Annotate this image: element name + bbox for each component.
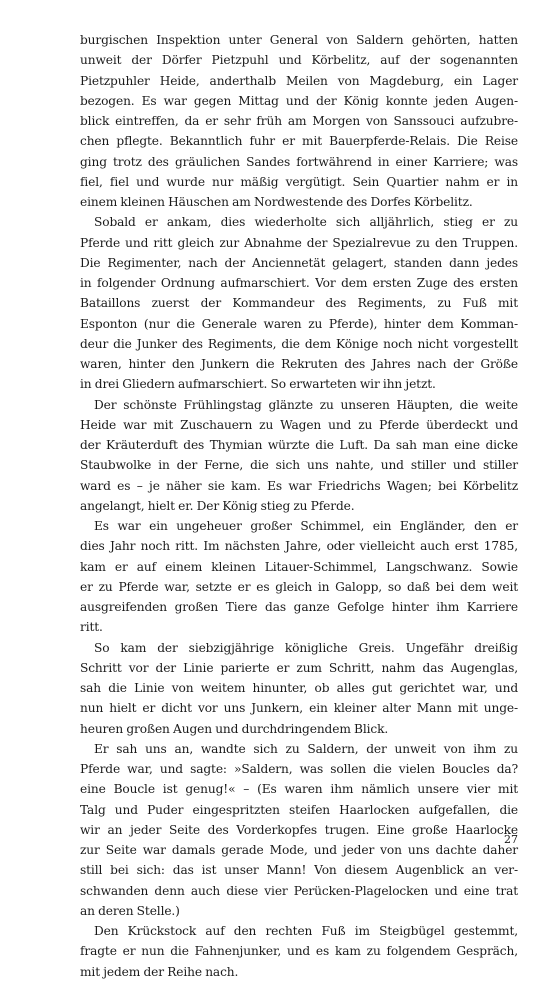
paragraph (80, 638, 518, 739)
text-line: deur die Junker des Regiments, die dem Könige noch nicht vorgestellt (80, 336, 518, 351)
paragraph (80, 212, 518, 394)
paragraph (80, 516, 518, 638)
text-line: waren, hinter den Junkern die Rekruten des Jahres nach der Größe (80, 357, 518, 371)
page-number: 27 (504, 833, 518, 846)
text-line: Pietzpuhler Heide, anderthalb Meilen von Magdeburg, ein Lager (80, 73, 518, 88)
text-line: chen pflegte. Bekanntlich fuhr er mit Bauerpferde-Relais. Die Reise (80, 134, 518, 149)
text-line: ward es – je näher sie kam. Es war Friedrichs Wagen; bei Körbelitz (80, 478, 518, 493)
paragraph (80, 395, 518, 517)
text-line: Talg und Puder eingespritzten steifen Haarlocken aufgefallen, die (80, 802, 518, 817)
text-line: still bei sich: das ist unser Mann! Von diesem Augenblick an ver- (80, 863, 518, 878)
paragraph (80, 739, 518, 921)
text-line: ausgreifenden großen Tiere das ganze Gefolge hinter ihm Karriere (80, 600, 518, 614)
text-line: wir an jeder Seite des Vorderkopfes trugen. Eine große Haarlocke (80, 822, 518, 837)
paragraph (80, 30, 518, 212)
text-line: er zu Pferde war, setzte er es gleich in Galopp, so daß bei dem weit (80, 579, 518, 594)
text-line: bezogen. Es war gegen Mittag und der König konnte jeden Augen- (80, 93, 518, 108)
text-line: Er sah uns an, wandte sich zu Saldern, der unweit von ihm zu (94, 741, 518, 756)
text-line: dies Jahr noch ritt. Im nächsten Jahre, oder vielleicht auch erst 1785, (80, 539, 518, 554)
text-line: schwanden denn auch diese vier Perücken-Plagelocken und eine trat (80, 883, 518, 898)
text-line: Die Regimenter, nach der Anciennetät gelagert, standen dann jedes (80, 255, 518, 270)
text-line: an deren Stelle.) (80, 903, 180, 918)
text-line: ritt. (80, 620, 103, 635)
text-line: angelangt, hielt er. Der König stieg zu Pferde. (80, 498, 355, 513)
text-line: der Kräuterduft des Thymian würzte die Luft. Da sah man eine dicke (80, 438, 518, 452)
text-line: burgischen Inspektion unter General von Saldern gehörten, hatten (80, 33, 518, 47)
text-line: Der schönste Frühlingstag glänzte zu unseren Häupten, die weite (94, 397, 518, 412)
text-body (80, 30, 518, 982)
text-line: in folgender Ordnung aufmarschiert. Vor dem ersten Zuge des ersten (80, 276, 518, 290)
text-line: Pferde war, und sagte: »Saldern, was sollen die vielen Boucles da? (80, 762, 518, 776)
text-line: fragte er nun die Fahnenjunker, und es kam zu folgendem Gespräch, (80, 944, 518, 959)
text-line: einem kleinen Häuschen am Nordwestende des Dorfes Körbelitz. (80, 195, 473, 209)
text-line: Heide war mit Zuschauern zu Wagen und zu Pferde überdeckt und (80, 417, 518, 432)
text-line: Schritt vor der Linie parierte er zum Schritt, nahm das Augenglas, (80, 660, 518, 675)
text-line: eine Boucle ist genug!« – (Es waren ihm nämlich unsere vier mit (80, 782, 518, 797)
text-line: blick eintreffen, da er sehr früh am Morgen von Sanssouci aufzubre- (80, 114, 518, 128)
text-line: fiel, fiel und wurde nur mäßig vergütigt. Sein Quartier nahm er in (80, 174, 518, 189)
text-line: Sobald er ankam, dies wiederholte sich alljährlich, stieg er zu (94, 215, 518, 230)
text-line: Staubwolke in der Ferne, die sich uns nahte, und stiller und stiller (80, 458, 518, 473)
text-line: in drei Gliedern aufmarschiert. So erwarteten wir ihn jetzt. (80, 377, 436, 392)
text-line: mit jedem der Reihe nach. (80, 964, 239, 979)
text-line: ging trotz des gräulichen Sandes fortwährend in einer Karriere; was (80, 154, 518, 169)
text-line: nun hielt er dicht vor uns Junkern, ein kleiner alter Mann mit unge- (80, 701, 518, 716)
text-line: zur Seite war damals gerade Mode, und jeder von uns dachte daher (80, 843, 518, 857)
text-line: unweit der Dörfer Pietzpuhl und Körbelitz, auf der sogenannten (80, 53, 518, 68)
text-line: kam er auf einem kleinen Litauer-Schimmel, Langschwanz. Sowie (80, 559, 518, 574)
text-line: Pferde und ritt gleich zur Abnahme der Spezialrevue zu den Truppen. (80, 235, 518, 250)
text-line: Den Krückstock auf den rechten Fuß im Steigbügel gestemmt, (94, 924, 518, 938)
text-line: sah die Linie von weitem hinunter, ob alles gut gerichtet war, und (80, 681, 518, 695)
text-line: Esponton (nur die Generale waren zu Pferde), hinter dem Komman- (80, 316, 518, 331)
text-line: So kam der siebzigjährige königliche Greis. Ungefähr dreißig (94, 640, 518, 655)
paragraph (80, 921, 518, 982)
text-line: Es war ein ungeheuer großer Schimmel, ein Engländer, den er (94, 519, 518, 533)
text-line: heuren großen Augen und durchdringendem Blick. (80, 721, 389, 736)
text-line: Bataillons zuerst der Kommandeur des Regiments, zu Fuß mit (80, 296, 518, 311)
